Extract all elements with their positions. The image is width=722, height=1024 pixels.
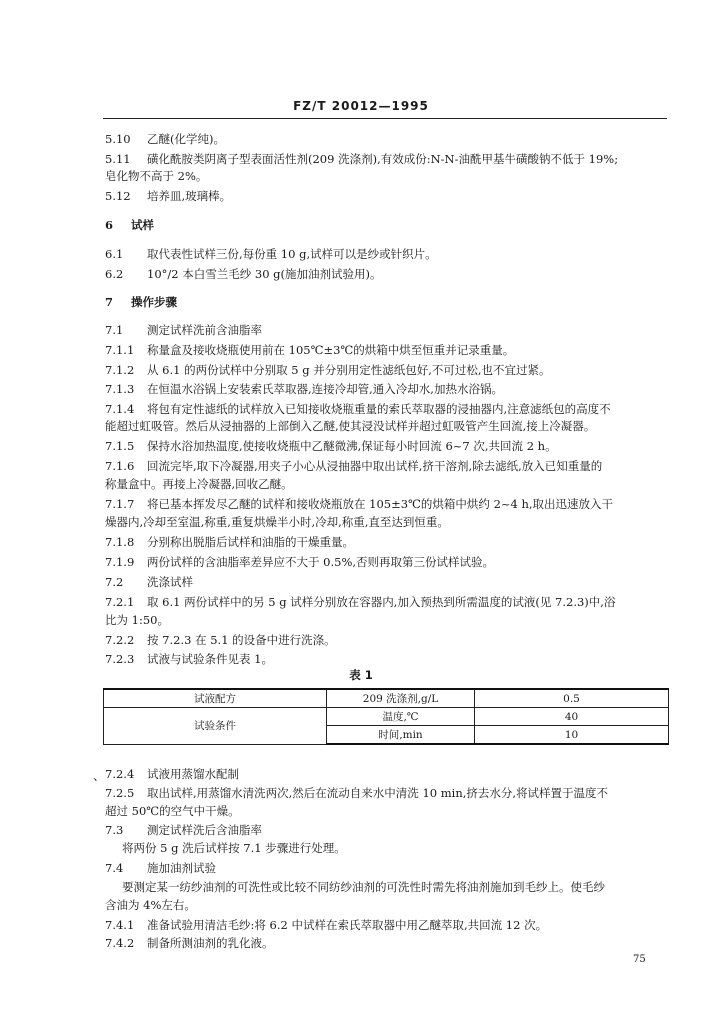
text-line xyxy=(105,322,670,338)
clause-text: 准备试验用清洁毛纱:将 6.2 中试样在索氏萃取器中用乙醚萃取,共回流 12 次。 xyxy=(147,918,548,932)
clause-text: 将已基本挥发尽乙醚的试样和接收烧瓶放在 105±3℃的烘箱中烘约 2~4 h,取出迅速放入干 xyxy=(147,497,614,511)
clause-text: 试液与试验条件见表 1。 xyxy=(147,652,273,666)
clause-text: 取 6.1 两份试样中的另 5 g 试样分别放在容器内,加入预热到所需温度的试液(见 7.2.3)中,浴 xyxy=(147,595,616,609)
text-line xyxy=(105,574,670,590)
clause-text: 皂化物不高于 2%。 xyxy=(105,169,208,183)
table-cell: 10 xyxy=(475,726,669,745)
clause-number: 7.2.3 xyxy=(105,652,135,666)
clause-number: 7.1.7 xyxy=(105,497,135,511)
clause-text: 燥器内,冷却至室温,称重,重复烘燥半小时,冷却,称重,直至达到恒重。 xyxy=(105,515,449,529)
clause-number: 7.1.9 xyxy=(105,555,135,569)
clause-text: 比为 1:50。 xyxy=(105,613,169,627)
clause-text: 乙醚(化学纯)。 xyxy=(147,132,225,146)
clause-number: 7.2.5 xyxy=(105,786,135,800)
text-line xyxy=(105,151,670,167)
clause-number: 7.1 xyxy=(105,323,124,337)
clause-number: 5.12 xyxy=(105,189,131,203)
clause-text: 制备所测油剂的乳化液。 xyxy=(147,936,274,950)
clause-number: 7.1.6 xyxy=(105,459,135,473)
clause-text: 施加油剂试验 xyxy=(147,861,216,875)
text-line xyxy=(122,840,687,856)
table-cell: 温度,℃ xyxy=(327,708,475,726)
clause-text: 两份试样的含油脂率差异应不大于 0.5%,否则再取第三份试样试验。 xyxy=(147,555,495,569)
text-line xyxy=(105,476,670,492)
clause-text: 分别称出脱脂后试样和油脂的干燥重量。 xyxy=(147,535,354,549)
section-title: 试样 xyxy=(131,218,154,232)
table-cell: 试液配方 xyxy=(104,689,327,708)
clause-number: 5.10 xyxy=(105,132,131,146)
clause-number: 6.1 xyxy=(105,247,124,261)
text-line xyxy=(105,188,670,204)
clause-text: 在恒温水浴锅上安装索氏萃取器,连接冷却管,通入冷却水,加热水浴锅。 xyxy=(147,382,503,396)
text-line xyxy=(105,401,670,417)
text-line xyxy=(105,632,670,648)
table-row xyxy=(104,708,669,726)
table-cell: 0.5 xyxy=(475,689,669,708)
text-line xyxy=(105,381,670,397)
table-cell: 时间,min xyxy=(327,726,475,745)
clause-text: 能超过虹吸管。然后从浸抽器的上部倒入乙醚,使其浸没试样并超过虹吸管产生回流,接上冷凝器。 xyxy=(105,419,596,433)
clause-number: 7.1.2 xyxy=(105,363,135,377)
clause-text: 培养皿,玻璃棒。 xyxy=(147,189,232,203)
text-line xyxy=(105,917,670,933)
clause-text: 含油为 4%左右。 xyxy=(105,898,196,912)
text-line xyxy=(105,458,670,474)
clause-number: 7.1.5 xyxy=(105,439,135,453)
clause-number: 5.11 xyxy=(105,152,131,166)
clause-text: 保持水浴加热温度,使接收烧瓶中乙醚微沸,保证每小时回流 6~7 次,共回流 2 h。 xyxy=(147,439,557,453)
standard-code: FZ/T 20012—1995 xyxy=(293,99,429,113)
clause-number: 7.2.2 xyxy=(105,633,135,647)
table-row xyxy=(104,689,669,708)
clause-number: 7.1.3 xyxy=(105,382,135,396)
text-line xyxy=(105,803,670,819)
conditions-table xyxy=(103,688,669,745)
clause-number: 7.1.1 xyxy=(105,343,135,357)
clause-text: 回流完毕,取下冷凝器,用夹子小心从浸抽器中取出试样,挤干溶剂,除去滤纸,放入已知重量的 xyxy=(147,459,603,473)
text-line xyxy=(105,266,670,282)
clause-number: 7.4 xyxy=(105,861,124,875)
clause-number: 7.4.1 xyxy=(105,918,135,932)
clause-text: 要测定某一纺纱油剂的可洗性或比较不同纺纱油剂的可洗性时需先将油剂施加到毛纱上。使毛纱 xyxy=(122,880,605,894)
clause-text: 测定试样洗前含油脂率 xyxy=(147,323,262,337)
clause-text: 称量盒中。再接上冷凝器,回收乙醚。 xyxy=(105,477,293,491)
clause-text: 10°/2 本白雪兰毛纱 30 g(施加油剂试验用)。 xyxy=(147,267,382,281)
text-line xyxy=(105,822,670,838)
section-heading xyxy=(105,294,670,310)
clause-text: 取出试样,用蒸馏水清洗两次,然后在流动自来水中清洗 10 min,挤去水分,将试样置于温度不 xyxy=(147,786,609,800)
clause-number: 7.2 xyxy=(105,575,124,589)
clause-text: 按 7.2.3 在 5.1 的设备中进行洗涤。 xyxy=(147,633,336,647)
clause-text: 将两份 5 g 洗后试样按 7.1 步骤进行处理。 xyxy=(122,841,346,855)
text-line xyxy=(105,860,670,876)
header-rule xyxy=(103,118,667,119)
text-line xyxy=(105,935,670,951)
table-title: 表 1 xyxy=(349,668,373,682)
text-line xyxy=(105,342,670,358)
text-line xyxy=(105,438,670,454)
text-line xyxy=(105,594,670,610)
text-line xyxy=(105,131,670,147)
clause-text: 从 6.1 的两份试样中分别取 5 g 并分别用定性滤纸包好,不可过松,也不宜过紧。 xyxy=(147,363,551,377)
text-line xyxy=(105,496,670,512)
clause-number: 7.3 xyxy=(105,823,124,837)
text-line xyxy=(105,362,670,378)
page-number: 75 xyxy=(633,954,646,965)
section-title: 操作步骤 xyxy=(131,295,177,309)
clause-number: 7.1.8 xyxy=(105,535,135,549)
text-line xyxy=(105,168,670,184)
clause-text: 超过 50℃的空气中干燥。 xyxy=(105,804,240,818)
text-line xyxy=(105,418,670,434)
table-cell: 209 洗涤剂,g/L xyxy=(327,689,475,708)
stray-mark: 、 xyxy=(93,769,106,783)
text-line xyxy=(105,246,670,262)
clause-number: 6.2 xyxy=(105,267,124,281)
clause-number: 7.2.4 xyxy=(105,767,135,781)
clause-number: 7.1.4 xyxy=(105,402,135,416)
text-line xyxy=(105,766,670,782)
clause-text: 将包有定性滤纸的试样放入已知接收烧瓶重量的索氏萃取器的浸抽器内,注意滤纸包的高度不 xyxy=(147,402,611,416)
clause-text: 称量盒及接收烧瓶使用前在 105℃±3℃的烘箱中烘至恒重并记录重量。 xyxy=(147,343,515,357)
clause-text: 洗涤试样 xyxy=(147,575,193,589)
section-number: 7 xyxy=(105,295,114,309)
clause-text: 取代表性试样三份,每份重 10 g,试样可以是纱或针织片。 xyxy=(147,247,437,261)
text-line xyxy=(105,534,670,550)
section-heading xyxy=(105,217,670,233)
clause-number: 7.2.1 xyxy=(105,595,135,609)
clause-text: 试液用蒸馏水配制 xyxy=(147,767,239,781)
text-line xyxy=(122,879,687,895)
text-line xyxy=(105,897,670,913)
clause-text: 磺化酰胺类阴离子型表面活性剂(209 洗涤剂),有效成份:N-N-油酰甲基牛磺酸钠不低于 19%; xyxy=(147,152,619,166)
text-line xyxy=(105,514,670,530)
clause-text: 测定试样洗后含油脂率 xyxy=(147,823,262,837)
clause-number: 7.4.2 xyxy=(105,936,135,950)
section-number: 6 xyxy=(105,218,114,232)
text-line xyxy=(105,612,670,628)
text-line xyxy=(105,785,670,801)
table-cell: 40 xyxy=(475,708,669,726)
text-line xyxy=(105,651,670,667)
text-line xyxy=(105,554,670,570)
table-cell: 试验条件 xyxy=(104,708,327,745)
